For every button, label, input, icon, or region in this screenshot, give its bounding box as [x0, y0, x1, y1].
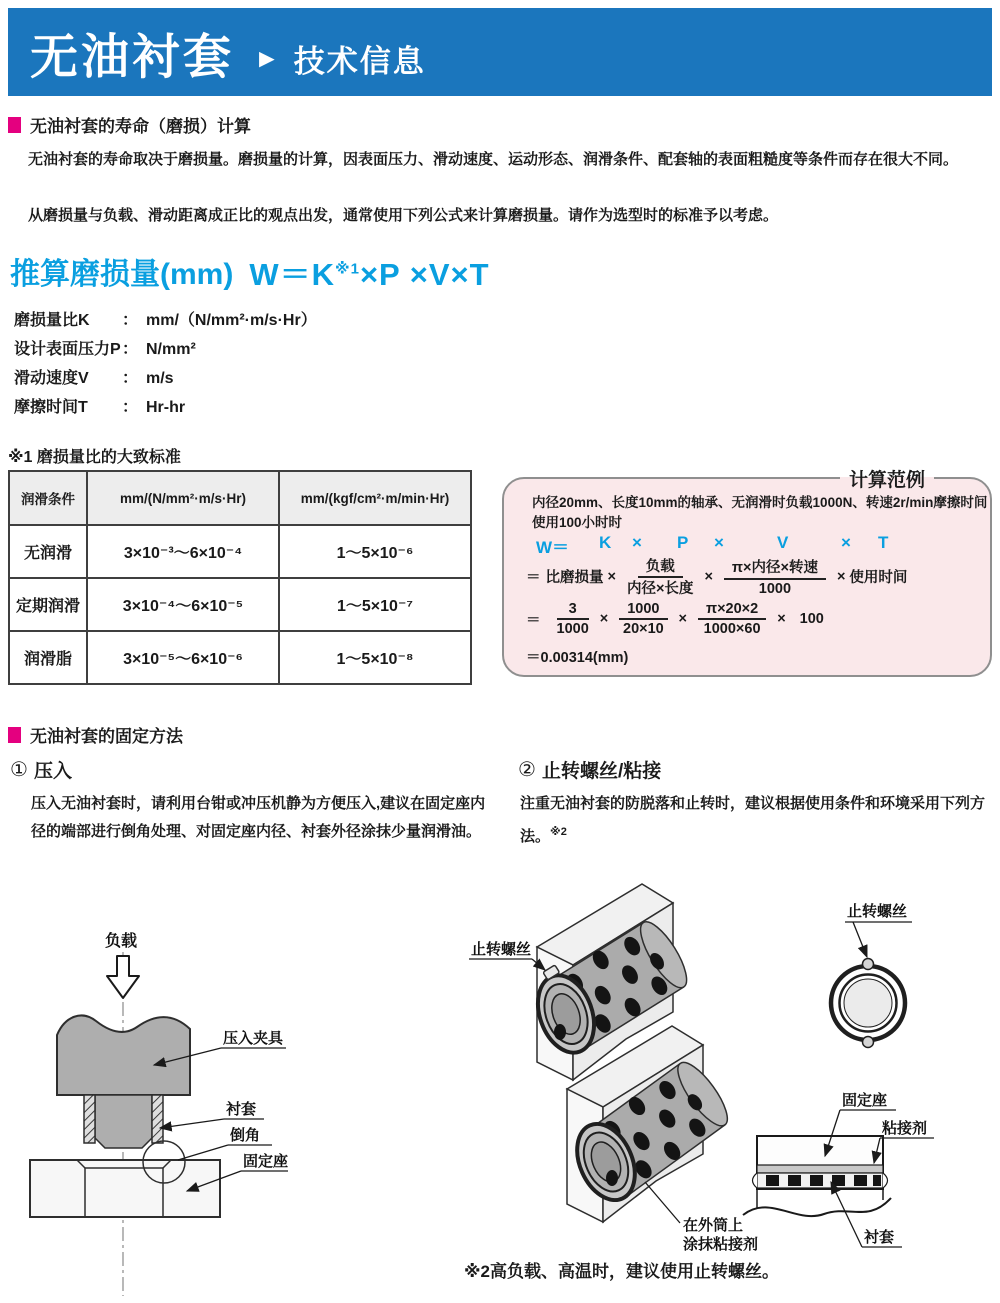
method2-note-ref: ※2 [550, 826, 567, 838]
times-sign: × [678, 611, 687, 627]
fraction [698, 601, 766, 637]
seat-label: 固定座 [842, 1092, 888, 1109]
method2-body-text: 注重无油衬套的防脱落和止转时，建议根据使用条件和环境采用下列方法。 [520, 795, 986, 845]
calc-symbol: T [878, 533, 889, 552]
formula-rhs: ×P ×V×T [359, 257, 490, 292]
adhesive-cross-section [743, 1091, 934, 1247]
table-cell: 3×10⁻⁴～6×10⁻⁵ [87, 578, 279, 631]
method2-body [520, 790, 994, 851]
page-subtitle: 技术信息 [293, 43, 426, 79]
fraction-numerator: 3 [557, 601, 589, 620]
table-cell: 1～5×10⁻⁸ [279, 631, 471, 684]
page-banner [8, 8, 992, 96]
method-setscrew-adhesive [518, 756, 996, 851]
times-sign: × [777, 611, 786, 627]
calc-symbol: × [714, 533, 724, 552]
table-row [9, 525, 471, 578]
setscrew-front-view [831, 902, 912, 1048]
calc-term: 比磨损量 [545, 570, 604, 586]
definition-value: mm/（N/mm²·m/s·Hr） [146, 312, 317, 329]
formula-lhs: W＝K [249, 257, 335, 292]
calc-symbol: V [777, 533, 789, 552]
table-cell: 3×10⁻³～6×10⁻⁴ [87, 525, 279, 578]
seat-label: 固定座 [243, 1153, 289, 1170]
definition-row [14, 364, 317, 393]
definition-row [14, 335, 317, 364]
apply-adhesive-label-line1: 在外筒上 [683, 1217, 744, 1234]
times-sign: × [836, 568, 846, 585]
table-cell: 定期润滑 [9, 578, 87, 631]
definition-colon: ： [122, 312, 139, 329]
formula-expression [249, 249, 489, 294]
pink-square-icon [8, 117, 21, 133]
method-press-fit [10, 756, 502, 846]
load-label: 负载 [104, 933, 138, 950]
section2-heading-text: 无油衬套的固定方法 [30, 727, 183, 746]
definition-row [14, 393, 317, 422]
section1-heading-text: 无油衬套的寿命（磨损）计算 [30, 117, 251, 136]
section2-heading [8, 722, 183, 747]
set-screw-label: 止转螺丝 [471, 941, 532, 958]
definition-label: 设计表面压力P [14, 341, 121, 358]
calc-example-title: 计算范例 [840, 465, 934, 492]
fraction-denominator: 1000×60 [703, 621, 761, 637]
definition-value: N/mm² [146, 341, 196, 358]
table-header-row [9, 471, 471, 525]
table-row [9, 631, 471, 684]
definition-colon: ： [122, 399, 139, 416]
formula-note-ref: ※1 [335, 260, 360, 278]
set-screw-label: 止转螺丝 [847, 903, 908, 920]
formula-heading-label: 推算磨损量(mm) [10, 258, 234, 291]
circled-1: ① [10, 759, 28, 781]
press-fit-diagram [18, 898, 328, 1303]
equals-sign: ＝ [526, 570, 541, 586]
definition-value: Hr-hr [146, 399, 186, 416]
times-sign: × [704, 568, 713, 585]
method1-title-text: 压入 [33, 761, 72, 782]
table-cell: 3×10⁻⁵～6×10⁻⁶ [87, 631, 279, 684]
fraction-numerator: π×内径×转速 [724, 556, 826, 580]
method2-title [518, 756, 996, 783]
table-header-cell: mm/(kgf/cm²·m/min·Hr) [279, 471, 471, 525]
times-sign: × [607, 568, 616, 585]
fixture-label: 压入夹具 [223, 1030, 284, 1047]
press-pin-shape [95, 1095, 152, 1148]
calc-condition-line2: 使用100小时时 [532, 515, 623, 530]
calc-symbol: × [632, 533, 642, 552]
wear-ratio-table [8, 470, 472, 685]
banner-arrow-icon: ► [254, 42, 280, 73]
formula-heading [10, 249, 490, 294]
bushing-label: 衬套 [226, 1101, 257, 1118]
fraction [619, 601, 667, 637]
table-cell: 润滑脂 [9, 631, 87, 684]
calc-term: 100 [799, 611, 824, 627]
calc-symbol: W＝ [536, 538, 570, 557]
section1-paragraph1: 无油衬套的寿命取决于磨损量。磨损量的计算，因表面压力、滑动速度、运动形态、润滑条件、配套轴的表面粗糙度等条件而存在很大不同。 [28, 151, 959, 168]
times-sign: × [599, 611, 609, 627]
adhesive-layer [757, 1165, 883, 1173]
table-header-cell: 润滑条件 [9, 471, 87, 525]
method2-title-text: 止转螺丝/粘接 [541, 761, 662, 782]
method1-title [10, 756, 502, 783]
fraction [627, 555, 693, 598]
bushing-wall-right [152, 1095, 163, 1143]
load-arrow-icon [107, 956, 139, 998]
fraction-denominator: 1000 [758, 581, 792, 597]
bushing-wall-left [84, 1095, 95, 1143]
definition-colon: ： [122, 341, 139, 358]
equals-sign: ＝ [526, 612, 541, 629]
section1-paragraph2: 从磨损量与负载、滑动距离成正比的观点出发，通常使用下列公式来计算磨损量。请作为选型时的标准予以考虑。 [28, 207, 779, 224]
fraction-denominator: 20×10 [623, 621, 664, 637]
table-cell: 1～5×10⁻⁶ [279, 525, 471, 578]
table-cell: 无润滑 [9, 525, 87, 578]
calc-symbol: P [677, 533, 689, 552]
table-header-cell: mm/(N/mm²·m/s·Hr) [87, 471, 279, 525]
chamfer-label: 倒角 [230, 1127, 261, 1144]
set-screw-bottom [863, 1037, 874, 1048]
wear-ratio-table-caption: ※1 磨损量比的大致标准 [8, 449, 181, 466]
fraction-numerator: 负载 [638, 559, 683, 578]
circled-2: ② [518, 759, 536, 781]
definition-label: 滑动速度V [14, 370, 89, 387]
bushing-label: 衬套 [864, 1229, 895, 1246]
footnote-2: ※2高负载、高温时，建议使用止转螺丝。 [464, 1262, 779, 1281]
fraction [724, 556, 826, 597]
calc-symbol: K [599, 533, 612, 552]
table-cell: 1～5×10⁻⁷ [279, 578, 471, 631]
definition-colon: ： [122, 370, 139, 387]
retention-methods-diagram [440, 862, 1000, 1262]
fraction-denominator: 1000 [556, 621, 589, 637]
set-screw-top [863, 959, 874, 970]
definition-row [14, 306, 317, 335]
symbol-definitions [14, 306, 317, 422]
calc-term: 使用时间 [849, 570, 908, 586]
calc-condition-line1: 内径20mm、长度10mm的轴承、无润滑时负载1000N、转速2r/min摩擦时间 [532, 495, 988, 510]
section1-heading [8, 112, 251, 137]
calc-symbol: × [841, 533, 851, 552]
page-title: 无油衬套 [30, 30, 235, 84]
calc-formula-words [526, 555, 907, 598]
method1-body: 压入无油衬套时，请利用台钳或冲压机静为方便压入,建议在固定座内径的端部进行倒角处理、对固定座内径、衬套外径涂抹少量润滑油。 [31, 795, 486, 840]
definition-label: 摩擦时间T [14, 399, 88, 416]
fraction [557, 601, 589, 637]
table-row [9, 578, 471, 631]
fraction-denominator: 内径×长度 [626, 581, 694, 597]
calc-result: ＝0.00314(mm) [526, 650, 629, 666]
definition-label: 磨损量比K [14, 312, 90, 329]
pink-square-icon [8, 727, 21, 743]
apply-adhesive-label-line2: 涂抹粘接剂 [683, 1236, 759, 1253]
definition-value: m/s [146, 370, 174, 387]
adhesive-label: 粘接剂 [882, 1120, 928, 1137]
calc-formula-numbers [526, 601, 824, 637]
fraction-numerator: 1000 [619, 601, 667, 620]
calc-example-box [502, 470, 992, 677]
break-line-wave [743, 1198, 891, 1216]
fraction-numerator: π×20×2 [698, 601, 766, 620]
